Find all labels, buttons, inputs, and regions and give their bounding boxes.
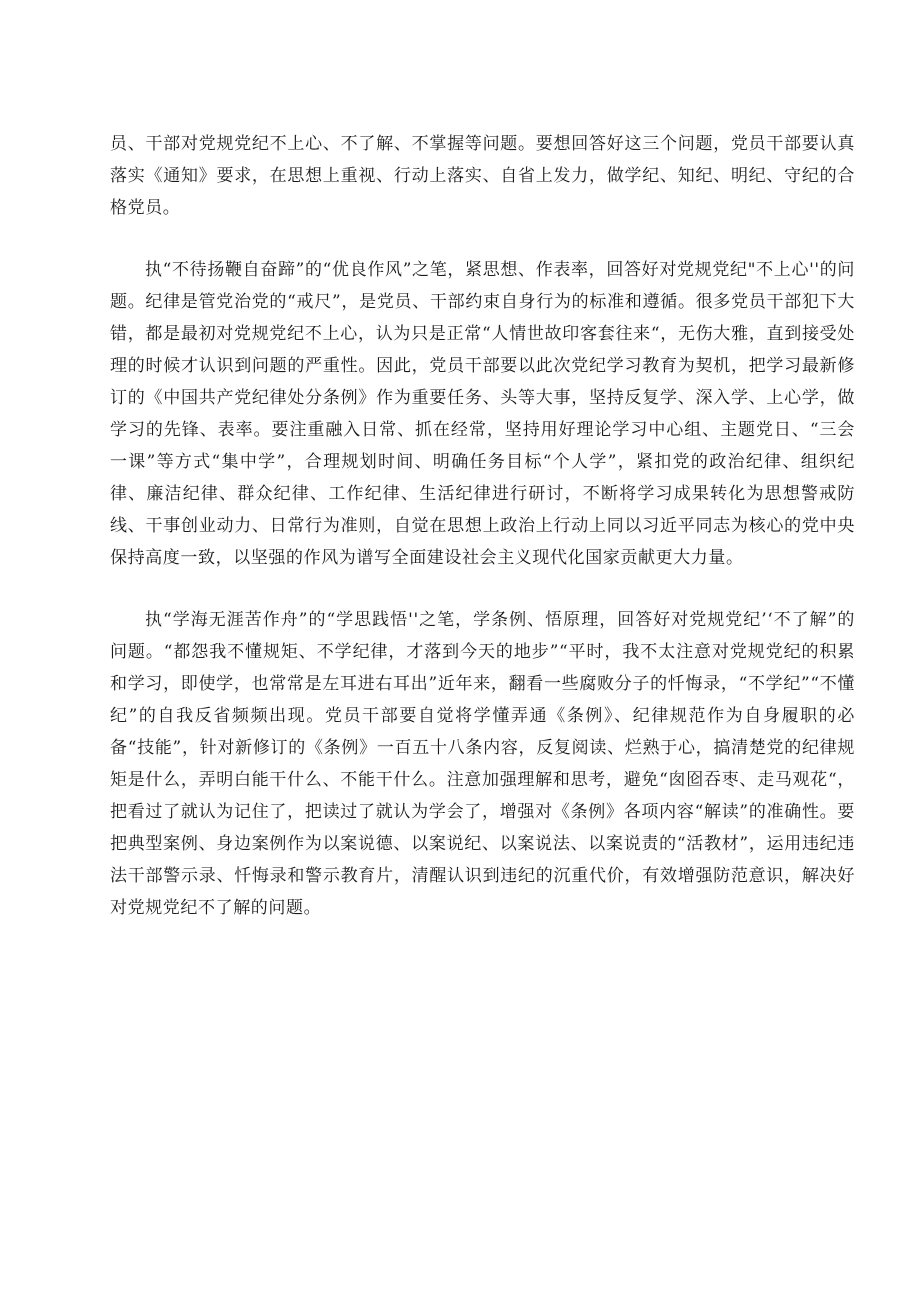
- paragraph-3: 执“学海无涯苦作舟”的“学思践悟''之笔，学条例、悟原理，回答好对党规党纪’‘不了解”的问题。“都怨我不懂规矩、不学纪律，才落到今天的地步”“平时，我不太注意对党规党纪的积累和学习，即使学，也常常是左耳进右耳出”近年来，翻看一些腐败分子的忏悔录，“不学纪”“不懂纪”的自我反省频频出现。党员干部要自觉将学懂弄通《条例》、纪律规范作为自身履职的必备“技能”，针对新修订的《条例》一百五十八条内容，反复阅读、烂熟于心，搞清楚党的纪律规矩是什么，弄明白能干什么、不能干什么。注意加强理解和思考，避免“囱囵吞枣、走马观花“，把看过了就认为记住了，把读过了就认为学会了，增强对《条例》各项内容“解读”的准确性。要把典型案例、身边案例作为以案说德、以案说纪、以案说法、以案说责的“活教材”，运用违纪违法干部警示录、忏悔录和警示教育片，清醒认识到违纪的沉重代价，有效增强防范意识，解决好对党规党纪不了解的问题。: [110, 610, 855, 918]
- paragraph-1: 员、干部对党规党纪不上心、不了解、不掌握等问题。要想回答好这三个问题，党员干部要认真落实《通知》要求，在思想上重视、行动上落实、自省上发力，做学纪、知纪、明纪、守纪的合格党员。: [110, 134, 855, 218]
- document-body: [110, 128, 855, 954]
- paragraph-2: 执“不待扬鞭自奋蹄”的“优良作风”之笔，紧思想、作表率，回答好对党规党纪"不上心''的问题。纪律是管党治党的“戒尺”，是党员、干部约束自身行为的标准和遵循。很多党员干部犯下大错，都是最初对党规党纪不上心，认为只是正常“人情世故印客套往来“，无伤大雅，直到接受处理的时候才认识到问题的严重性。因此，党员干部要以此次党纪学习教育为契机，把学习最新修订的《中国共产党纪律处分条例》作为重要任务、头等大事，坚持反复学、深入学、上心学，做学习的先锋、表率。要注重融入日常、抓在经常，坚持用好理论学习中心组、主题党日、“三会一课”等方式“集中学”，合理规划时间、明确任务目标“个人学”，紧扣党的政治纪律、组织纪律、廉洁纪律、群众纪律、工作纪律、生活纪律进行研讨，不断将学习成果转化为思想警戒防线、干事创业动力、日常行为准则，自觉在思想上政治上行动上同以习近平同志为核心的党中央保持高度一致，以坚强的作风为谱写全面建设社会主义现代化国家贡献更大力量。: [110, 260, 855, 568]
